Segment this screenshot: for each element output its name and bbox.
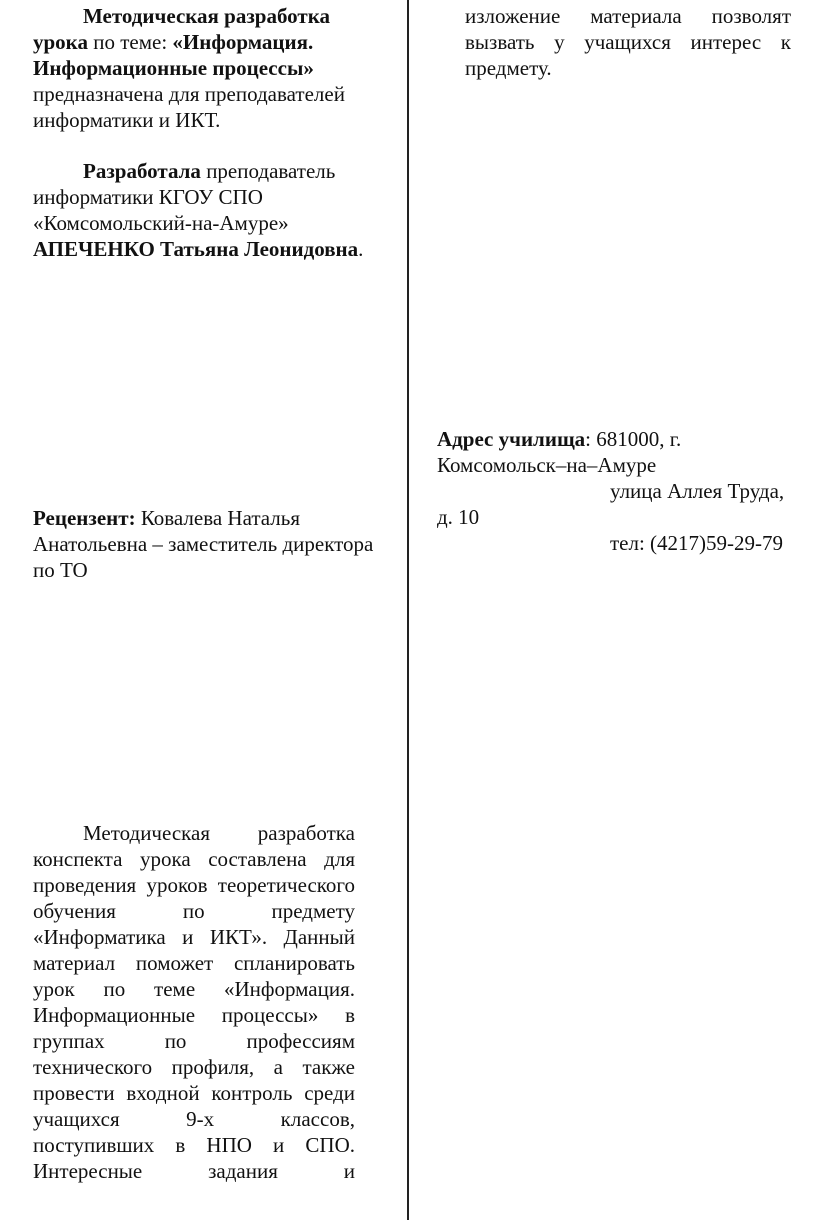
intro-purpose: предназначена для преподавателей информатики и ИКТ. xyxy=(33,82,345,132)
intro-paragraph xyxy=(33,3,378,133)
reviewer-label: Рецензент: xyxy=(33,506,136,530)
intro-on-topic: по теме: xyxy=(87,30,173,54)
column-divider xyxy=(407,0,409,1220)
address-phone: тел: (4217)59-29-79 xyxy=(610,531,784,555)
reviewer-text: Ковалева Наталья Анатольевна – заместитель директора по ТО xyxy=(33,506,374,582)
address-house: д. 10 xyxy=(437,505,480,529)
description-paragraph xyxy=(33,820,355,1184)
author-paragraph xyxy=(33,158,378,262)
address-city: : 681000, г. Комсомольск–на–Амуре xyxy=(437,427,682,477)
address-block xyxy=(437,426,807,556)
author-name: АПЕЧЕНКО Татьяна Леонидовна xyxy=(33,237,359,261)
address-street: улица Аллея Труда, xyxy=(610,479,785,503)
author-label: Разработала xyxy=(83,159,201,183)
description-continuation xyxy=(465,3,791,81)
reviewer-paragraph xyxy=(33,505,378,583)
address-label: Адрес училища xyxy=(437,427,586,451)
author-tail: . xyxy=(358,237,364,261)
intro-title: Методическая разработка урока xyxy=(33,4,330,54)
description-text: Методическая разработка конспекта урока составлена для проведения уроков теоретического обучения по предмету «Информатика и ИКТ». Данный материал поможет спланировать урок по теме «Информация. Информационные процессы» в группах по профессиям технического профиля, а также провести входной контроль среди учащихся 9-х классов, поступивших в НПО и СПО. Интересные задания и xyxy=(33,821,355,1183)
author-position: преподаватель информатики КГОУ СПО «Комсомольский-на-Амуре» xyxy=(33,159,336,235)
description-continuation-text: изложение материала позволят вызвать у учащихся интерес к предмету. xyxy=(465,4,791,80)
intro-topic: «Информация. Информационные процессы» xyxy=(33,30,314,80)
